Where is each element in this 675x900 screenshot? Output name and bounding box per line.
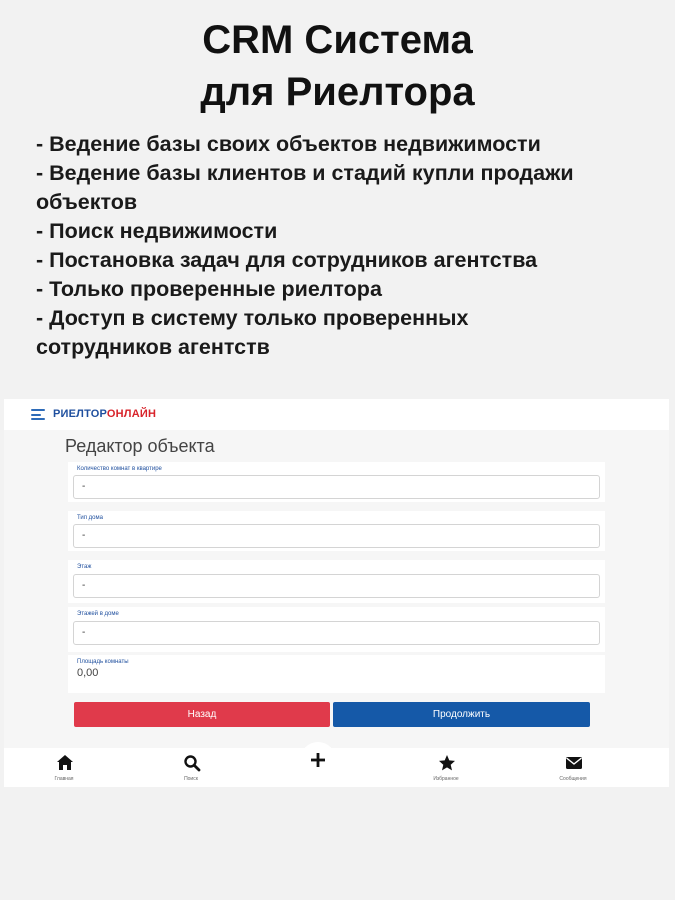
back-button[interactable]: Назад bbox=[74, 702, 330, 727]
continue-button[interactable]: Продолжить bbox=[333, 702, 590, 727]
menu-icon[interactable] bbox=[31, 409, 45, 420]
search-icon bbox=[183, 754, 201, 772]
room-area-value[interactable]: 0,00 bbox=[77, 667, 99, 679]
house-type-input[interactable]: - bbox=[73, 524, 600, 548]
nav-label: Сообщения bbox=[559, 776, 587, 782]
field-label: Тип дома bbox=[77, 515, 103, 521]
promo-title bbox=[0, 14, 675, 118]
nav-label: Избранное bbox=[433, 776, 459, 782]
home-icon bbox=[56, 754, 74, 771]
rooms-count-input[interactable]: - bbox=[73, 475, 600, 499]
nav-label: Главная bbox=[54, 776, 74, 782]
nav-label: Поиск bbox=[184, 776, 198, 782]
logo-part1: РИЕЛТОР bbox=[53, 408, 107, 420]
app-logo[interactable] bbox=[53, 408, 156, 420]
promo-title-line2: для Риелтора bbox=[200, 70, 475, 114]
feature-item: - Ведение базы своих объектов недвижимости bbox=[36, 132, 541, 156]
field-floor bbox=[68, 560, 605, 603]
bottom-nav bbox=[4, 748, 669, 787]
feature-list bbox=[36, 130, 656, 362]
field-rooms-count bbox=[68, 462, 605, 502]
field-label: Площадь комнаты bbox=[77, 659, 129, 665]
field-floors-total bbox=[68, 607, 605, 652]
field-label: Этаж bbox=[77, 564, 92, 570]
nav-item-home[interactable] bbox=[34, 748, 94, 787]
promo-title-line1: CRM Система bbox=[202, 18, 473, 62]
app-header bbox=[4, 399, 669, 430]
logo-part2: ОНЛАЙН bbox=[106, 408, 157, 420]
field-label: Количество комнат в квартире bbox=[77, 466, 162, 472]
plus-icon bbox=[310, 752, 326, 768]
mail-icon bbox=[565, 756, 583, 770]
field-label: Этажей в доме bbox=[77, 611, 119, 617]
feature-item: - Постановка задач для сотрудников агентства bbox=[36, 248, 538, 272]
feature-item: - Только проверенные риелтора bbox=[36, 277, 382, 301]
nav-item-favorites[interactable] bbox=[416, 748, 476, 787]
star-icon bbox=[438, 754, 456, 772]
floor-input[interactable]: - bbox=[73, 574, 600, 598]
app-screenshot bbox=[4, 399, 669, 787]
field-house-type bbox=[68, 511, 605, 551]
page-title: Редактор объекта bbox=[65, 436, 215, 456]
feature-item: - Ведение базы клиентов и стадий купли продажи объектов bbox=[36, 161, 574, 214]
add-button[interactable] bbox=[300, 742, 336, 778]
feature-item: - Поиск недвижимости bbox=[36, 219, 278, 243]
field-room-area bbox=[68, 655, 605, 693]
feature-item: - Доступ в систему только проверенных сотрудников агентств bbox=[36, 306, 469, 359]
nav-item-messages[interactable] bbox=[543, 748, 603, 787]
nav-item-search[interactable] bbox=[161, 748, 221, 787]
floors-total-input[interactable]: - bbox=[73, 621, 600, 645]
